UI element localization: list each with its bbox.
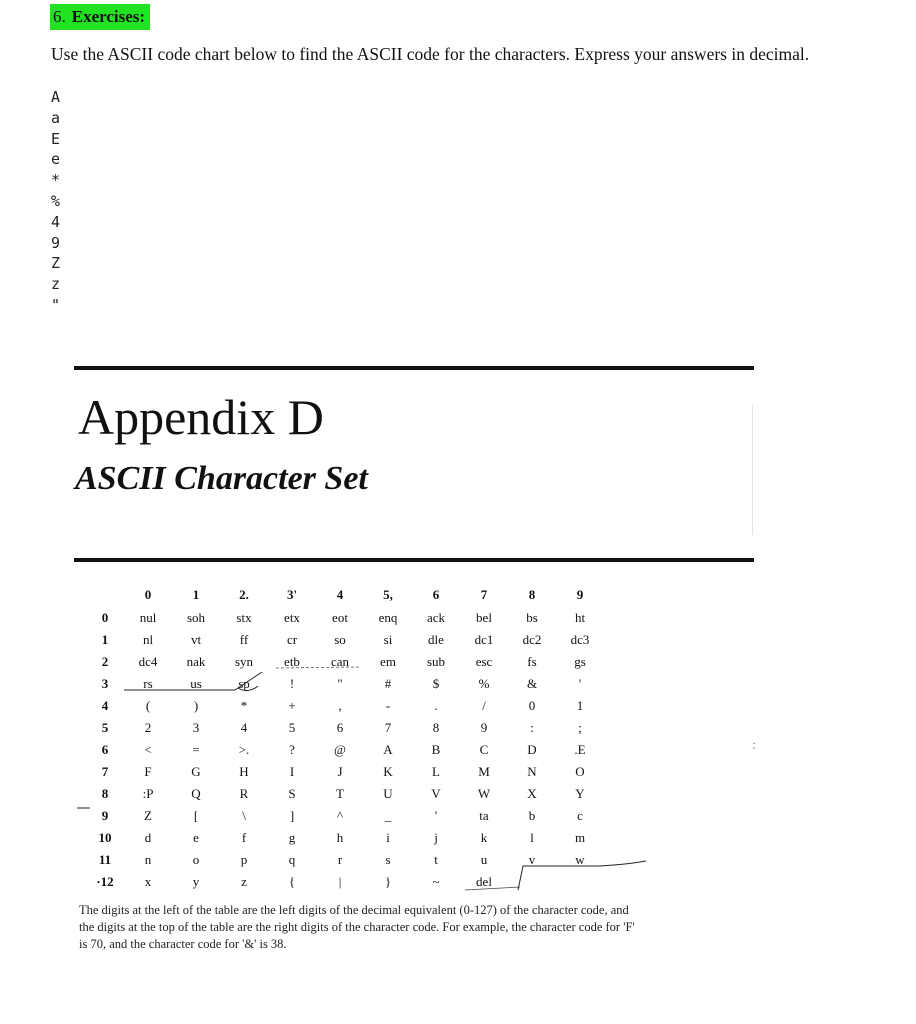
table-cell: < [144, 742, 152, 757]
table-cell [556, 871, 604, 893]
table-row [86, 783, 604, 805]
table-cell: / [482, 698, 486, 713]
table-cell: si [383, 632, 393, 647]
table-cell: " [337, 676, 343, 691]
table-row [86, 805, 604, 827]
column-header: 0 [144, 587, 152, 602]
table-cell: 8 [432, 720, 440, 735]
table-cell: # [384, 676, 392, 691]
table-cell: J [337, 764, 343, 779]
stray-mark: : [752, 738, 756, 753]
table-cell: cr [286, 632, 298, 647]
table-cell: ^ [336, 808, 344, 823]
table-cell: dc2 [522, 632, 542, 647]
character-item: e [51, 150, 61, 169]
table-cell: } [384, 874, 392, 889]
table-cell: fs [527, 654, 537, 669]
table-cell: O [575, 764, 585, 779]
row-header: 3 [101, 676, 109, 691]
table-cell: b [528, 808, 536, 823]
table-cell: syn [234, 654, 254, 669]
exercise-title: Exercises: [71, 7, 146, 26]
table-cell: ff [239, 632, 249, 647]
table-cell: D [527, 742, 537, 757]
table-cell: ! [289, 676, 295, 691]
table-cell: ack [426, 610, 446, 625]
table-row [86, 849, 604, 871]
table-cell: $ [432, 676, 440, 691]
table-cell: Z [144, 808, 152, 823]
column-header: 5, [383, 587, 393, 602]
column-header: 2. [239, 587, 249, 602]
table-cell: 2 [144, 720, 152, 735]
table-cell: X [527, 786, 537, 801]
table-cell: nl [142, 632, 154, 647]
table-row [86, 695, 604, 717]
table-cell: m [574, 830, 586, 845]
table-cell: I [289, 764, 295, 779]
table-cell: e [193, 830, 199, 845]
row-header: 4 [101, 698, 109, 713]
row-header: 6 [101, 742, 109, 757]
table-cell: _ [384, 808, 392, 823]
table-cell: eot [332, 610, 348, 625]
table-cell: 6 [336, 720, 344, 735]
table-cell: dc1 [474, 632, 494, 647]
table-cell: ( [145, 698, 151, 713]
row-header: ·12 [96, 874, 114, 889]
table-caption: The digits at the left of the table are the left digits of the decimal equivalent (0-127) of the character code, and the digits at the top of the table are the right digits of the character code. For example, the character code for 'F' is 70, and the character code for '&' is 38. [79, 903, 635, 951]
table-cell: can [330, 654, 350, 669]
table-cell: Q [191, 786, 201, 801]
table-cell: >. [238, 742, 250, 757]
table-cell: L [432, 764, 440, 779]
table-row [86, 673, 604, 695]
table-cell: * [240, 698, 248, 713]
table-cell: [ [193, 808, 199, 823]
table-cell: sub [426, 654, 446, 669]
table-cell: = [192, 742, 200, 757]
table-cell: etb [284, 654, 300, 669]
table-cell: , [338, 698, 342, 713]
table-cell: 3 [192, 720, 200, 735]
row-header: 5 [101, 720, 109, 735]
table-cell: d [144, 830, 152, 845]
table-cell: stx [236, 610, 252, 625]
bottom-rule [74, 558, 754, 562]
table-row [86, 761, 604, 783]
table-cell: N [527, 764, 537, 779]
table-cell: 7 [384, 720, 392, 735]
table-cell: Y [575, 786, 585, 801]
table-cell: etx [284, 610, 300, 625]
table-cell: V [431, 786, 441, 801]
exercise-heading [50, 4, 150, 30]
table-cell: q [288, 852, 296, 867]
table-cell: enq [378, 610, 398, 625]
row-header: 1 [101, 632, 109, 647]
table-cell: U [383, 786, 393, 801]
column-header-row [86, 583, 604, 607]
table-cell: ] [289, 808, 295, 823]
table-cell: ta [479, 808, 489, 823]
table-cell: h [336, 830, 344, 845]
table-cell: R [239, 786, 249, 801]
table-cell: k [480, 830, 488, 845]
column-header: 4 [336, 587, 344, 602]
table-cell: H [239, 764, 249, 779]
table-cell: w [575, 852, 585, 867]
column-header: 8 [528, 587, 536, 602]
table-row [86, 629, 604, 651]
table-cell: del [476, 874, 492, 889]
character-item: a [51, 108, 61, 127]
table-cell: A [383, 742, 393, 757]
table-cell: p [240, 852, 248, 867]
table-corner [86, 583, 124, 607]
table-cell: j [434, 830, 438, 845]
table-cell: n [144, 852, 152, 867]
table-cell: ~ [432, 874, 440, 889]
table-cell: bs [526, 610, 538, 625]
table-cell: S [288, 786, 296, 801]
character-item: A [51, 88, 61, 106]
table-cell: ? [289, 742, 295, 757]
table-cell: 5 [288, 720, 296, 735]
table-cell: W [477, 786, 491, 801]
character-item: Z [51, 254, 61, 273]
exercise-instructions: Use the ASCII code chart below to find the ASCII code for the characters. Express your answers in decimal. [51, 44, 810, 64]
character-item: " [51, 295, 61, 314]
table-cell: vt [190, 632, 202, 647]
table-cell: { [288, 874, 296, 889]
column-header: 9 [576, 587, 584, 602]
table-cell: % [478, 676, 490, 691]
character-item: E [51, 129, 61, 148]
ascii-table-body [86, 607, 604, 893]
table-cell: M [478, 764, 490, 779]
row-header: 2 [101, 654, 109, 669]
table-cell: soh [186, 610, 206, 625]
table-row [86, 651, 604, 673]
table-cell: so [334, 632, 346, 647]
row-header: 9 [101, 808, 109, 823]
table-cell: z [241, 874, 247, 889]
table-cell: nul [139, 610, 157, 625]
table-cell: dc4 [138, 654, 158, 669]
table-cell: o [192, 852, 200, 867]
table-cell: ; [578, 720, 582, 735]
row-header: 11 [98, 852, 112, 867]
table-cell: ' [434, 808, 438, 823]
table-cell: B [431, 742, 441, 757]
scan-artifact-line [752, 405, 753, 535]
ascii-table [86, 583, 604, 893]
table-cell: \ [242, 808, 246, 823]
column-header: 1 [192, 587, 200, 602]
table-cell: . [434, 698, 438, 713]
character-item: * [51, 171, 61, 190]
table-row [86, 739, 604, 761]
table-cell: s [385, 852, 391, 867]
table-row [86, 827, 604, 849]
row-header: 0 [101, 610, 109, 625]
table-cell: C [479, 742, 489, 757]
table-cell: F [144, 764, 152, 779]
table-cell: us [190, 676, 202, 691]
table-cell: esc [475, 654, 493, 669]
table-cell [508, 871, 556, 893]
table-row [86, 717, 604, 739]
table-cell: ) [193, 698, 199, 713]
table-cell: f [241, 830, 247, 845]
table-cell: T [336, 786, 344, 801]
table-cell: em [380, 654, 396, 669]
table-cell: r [337, 852, 343, 867]
table-cell: & [526, 676, 538, 691]
character-item: 9 [51, 233, 61, 252]
table-cell: 9 [480, 720, 488, 735]
table-cell: sp [238, 676, 250, 691]
table-cell: @ [334, 742, 346, 757]
row-header: 8 [101, 786, 109, 801]
column-header: 7 [480, 587, 488, 602]
character-list [51, 87, 60, 316]
column-header: 3' [286, 587, 298, 602]
table-cell: bel [476, 610, 492, 625]
table-cell: dle [428, 632, 444, 647]
table-cell: ' [578, 676, 582, 691]
table-cell: G [191, 764, 201, 779]
column-header: 6 [432, 587, 440, 602]
table-cell: y [192, 874, 200, 889]
table-cell: nak [186, 654, 206, 669]
table-cell: c [577, 808, 583, 823]
table-row [86, 871, 604, 893]
character-item: % [51, 191, 61, 210]
row-header: 10 [98, 830, 112, 845]
table-cell: 4 [240, 720, 248, 735]
appendix-subtitle: ASCII Character Set [75, 460, 368, 497]
table-cell: .E [574, 742, 586, 757]
table-row [86, 607, 604, 629]
exercise-number: 6. [53, 7, 66, 26]
table-cell: + [288, 698, 296, 713]
table-cell: t [434, 852, 438, 867]
table-cell: x [144, 874, 152, 889]
table-cell: 0 [528, 698, 536, 713]
table-cell: u [480, 852, 488, 867]
appendix-title: Appendix D [78, 389, 324, 445]
table-cell: l [530, 830, 534, 845]
table-cell: dc3 [570, 632, 590, 647]
table-cell: gs [574, 654, 586, 669]
row-header: 7 [101, 764, 109, 779]
table-cell: : [530, 720, 534, 735]
table-cell: v [528, 852, 536, 867]
table-cell: K [383, 764, 393, 779]
table-cell: ht [574, 610, 586, 625]
character-item: 4 [51, 212, 61, 231]
table-cell: rs [143, 676, 153, 691]
character-item: z [51, 275, 61, 294]
table-cell: i [386, 830, 390, 845]
table-cell: 1 [576, 698, 584, 713]
top-rule [74, 366, 754, 370]
table-cell: - [385, 698, 391, 713]
table-cell: | [338, 874, 342, 889]
table-cell: :P [142, 786, 154, 801]
table-cell: g [288, 830, 296, 845]
